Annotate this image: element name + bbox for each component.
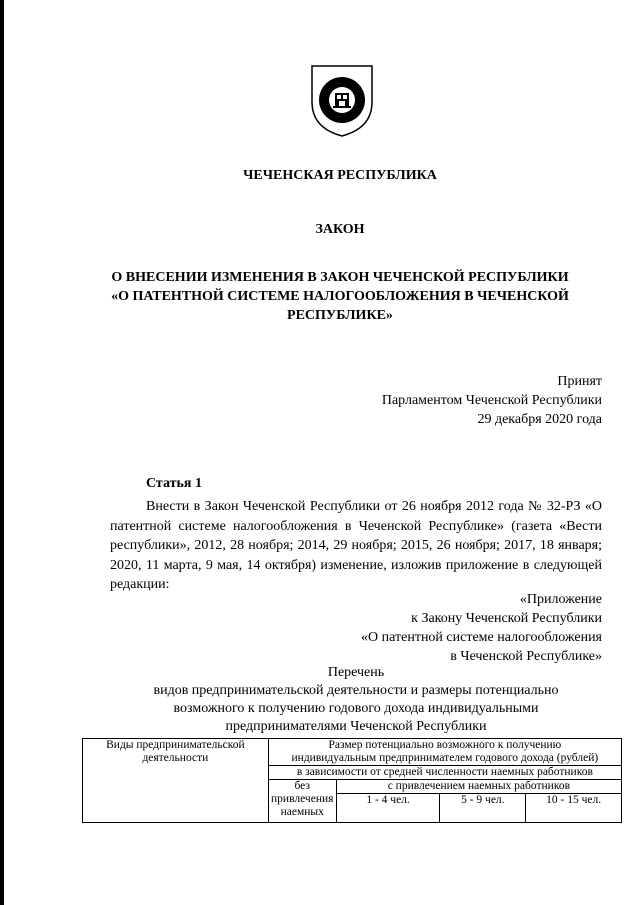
table-header-row (83, 739, 622, 766)
list-title-line: Перечень (327, 665, 385, 680)
appendix-line: в Чеченской Республике» (450, 649, 602, 664)
article-text: Внести в Закон Чеченской Республики от 26 ноября 2012 года № 32-РЗ «О патентной системе налогообложения в Чеченской Республике» (газета «Вести республики», 2012, 28 ноября; 2014, 29 ноября; 2015, 26 ноября; 2017, 18 января; 2020, 11 марта, 9 мая, 14 октября) изменение, изложив приложение в следующей редакции: (110, 499, 602, 592)
appendix-line: «О патентной системе налогообложения (361, 630, 602, 645)
table-header-dependence: в зависимости от средней численности наемных работников (268, 766, 621, 780)
table-header-size-line: Размер потенциально возможного к получению (328, 739, 562, 751)
law-title-line: О ВНЕСЕНИИ ИЗМЕНЕНИЯ В ЗАКОН ЧЕЧЕНСКОЙ РЕСПУБЛИКИ (111, 270, 569, 285)
appendix-line: «Приложение (519, 592, 602, 607)
document-type: ЗАКОН (315, 222, 365, 237)
table-header-with-employees: с привлечением наемных работников (336, 780, 621, 794)
page-edge-shadow (0, 0, 4, 905)
table-header-band: 1 - 4 чел. (336, 794, 440, 823)
adoption-line: Принят (557, 374, 602, 389)
republic-heading: ЧЕЧЕНСКАЯ РЕСПУБЛИКА (243, 168, 437, 183)
list-title-line: предпринимателями Чеченской Республики (225, 719, 487, 734)
table-header-without-employees: без привлечения наемных (268, 780, 336, 823)
law-title-line: «О ПАТЕНТНОЙ СИСТЕМЕ НАЛОГООБЛОЖЕНИЯ В ЧЕЧЕНСКОЙ (111, 289, 569, 304)
table-header-size (268, 739, 621, 766)
appendix-reference (361, 590, 602, 666)
income-table (82, 738, 622, 823)
list-title-line: возможного к получению годового дохода индивидуальными (173, 701, 539, 716)
table-header-activity: Виды предпринимательской деятельности (83, 739, 269, 823)
list-title-line: видов предпринимательской деятельности и размеры потенциально (153, 683, 559, 698)
adoption-block (382, 372, 602, 429)
article-heading: Статья 1 (146, 476, 202, 491)
table-header-band: 5 - 9 чел. (440, 794, 526, 823)
adoption-line: Парламентом Чеченской Республики (381, 393, 602, 408)
appendix-line: к Закону Чеченской Республики (411, 611, 602, 626)
adoption-date: 29 декабря 2020 года (477, 412, 602, 427)
law-title-line: РЕСПУБЛИКЕ» (287, 308, 393, 323)
list-title (110, 664, 602, 736)
table-header-size-line: индивидуальным предпринимателем годового дохода (рублей) (291, 752, 599, 764)
table-header-band: 10 - 15 чел. (526, 794, 622, 823)
coat-of-arms-emblem (306, 60, 378, 140)
law-title (40, 268, 640, 325)
